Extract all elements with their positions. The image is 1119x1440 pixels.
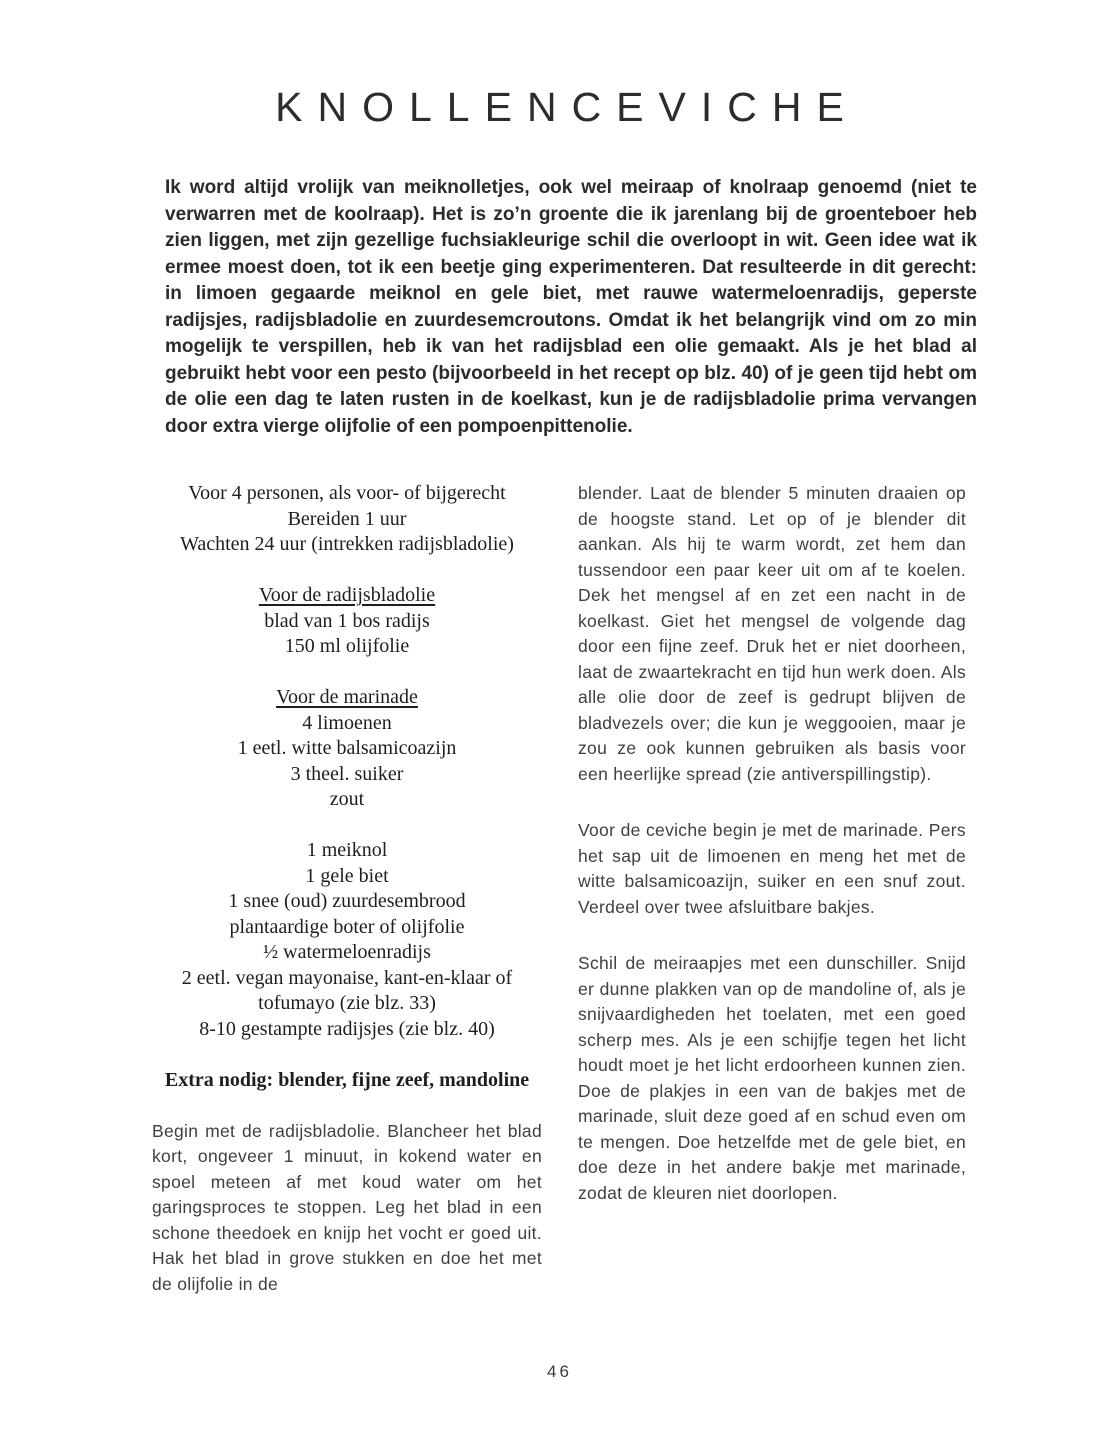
instruction-paragraph-1-continued: blender. Laat de blender 5 minuten draaien op de hoogste stand. Let op of je blender dit aankan. Als hij te warm wordt, zet hem dan tussendoor een paar keer uit om af te koelen. Dek het mengsel af en zet een nacht in de koelkast. Giet het mengsel de volgende dag door een fijne zeef. Druk het er niet doorheen, laat de zwaartekracht en tijd hun werk doen. Als alle olie door de zeef is gedrupt blijven de bladvezels over; die kun je weggooien, maar je zou ze ook kunnen gebruiken als basis voor een heerlijke spread (zie antiverspillingstip). (578, 483, 966, 784)
ingredient-item: blad van 1 bos radijs (264, 609, 430, 632)
servings-line: Voor 4 personen, als voor- of bijgerecht (188, 482, 506, 504)
wait-time-line: Wachten 24 uur (intrekken radijsbladolie) (180, 533, 514, 555)
ingredient-item: plantaardige boter of olijfolie (229, 915, 465, 938)
page-title: KNOLLENCEVICHE (275, 84, 859, 130)
ingredient-item: 1 eetl. witte balsamicoazijn (237, 737, 457, 759)
ingredient-item: 3 theel. suiker (290, 762, 404, 785)
page-number: 46 (547, 1362, 572, 1381)
ingredient-item: 1 gele biet (305, 864, 389, 887)
left-column (152, 481, 542, 1297)
ingredient-group-heading: Voor de radijsbladolie (258, 584, 436, 606)
intro-paragraph: Ik word altijd vrolijk van meiknolletjes, ook wel meiraap of knolraap genoemd (niet te verwarren met de koolraap). Het is zo’n groente die ik jarenlang bij de groenteboer heb zien liggen, met zijn gezellige fuchsiakleurige schil die overloopt in wit. Geen idee wat ik ermee moest doen, tot ik een beetje ging experimenteren. Dat resulteerde in dit gerecht: in limoen gegaarde meiknol en gele biet, met rauwe watermeloenradijs, geperste radijsjes, radijsbladolie en zuurdesemcroutons. Omdat ik het belangrijk vind om zo min mogelijk te verspillen, heb ik van het radijsblad een olie gemaakt. Als je het blad al gebruikt hebt voor een pesto (bijvoorbeeld in het recept op blz. 40) of je geen tijd hebt om de olie een dag te laten rusten in de koelkast, kun je de radijsbladolie prima vervangen door extra vierge olijfolie of een pompoenpittenolie. (165, 177, 977, 437)
ingredient-group-marinade (152, 685, 542, 813)
ingredient-group-radijsbladolie (152, 583, 542, 660)
extra-needed-line: Extra nodig: blender, fijne zeef, mandoline (164, 1068, 530, 1091)
ingredient-item: 8-10 gestampte radijsjes (zie blz. 40) (199, 1017, 495, 1040)
ingredient-group-main (152, 838, 542, 1042)
instruction-paragraph-3: Schil de meiraapjes met een dunschiller. Snijd er dunne plakken van op de mandoline of, als je snijvaardigheden het toelaten, met een goed scherp mes. Als je een schijfje tegen het licht houdt moet je het licht erdoorheen kunnen zien. Doe de plakjes in een van de bakjes met de marinade, sluit deze goed af en schud even om te mengen. Doe hetzelfde met de gele biet, en doe deze in het andere bakje met marinade, zodat de kleuren niet doorlopen. (578, 953, 966, 1203)
ingredient-item: 1 meiknol (306, 839, 388, 861)
right-column (578, 481, 966, 1237)
recipe-meta (152, 481, 542, 558)
ingredient-item: ½ watermeloenradijs (263, 941, 431, 963)
ingredient-item: 150 ml olijfolie (284, 635, 410, 657)
ingredient-item: zout (329, 788, 365, 810)
prep-time-line: Bereiden 1 uur (287, 507, 407, 530)
ingredient-item: 4 limoenen (302, 711, 392, 734)
ingredient-item: 1 snee (oud) zuurdesembrood (228, 890, 466, 912)
ingredient-group-heading: Voor de marinade (276, 686, 418, 708)
instruction-paragraph-1: Begin met de radijsbladolie. Blancheer het blad kort, ongeveer 1 minuut, in kokend water en spoel meteen af met koud water om het garingsproces te stoppen. Leg het blad in een schone theedoek en knijp het vocht er goed uit. Hak het blad in grove stukken en doe het met de olijfolie in de (152, 1120, 542, 1294)
ingredient-item: 2 eetl. vegan mayonaise, kant-en-klaar of tofumayo (zie blz. 33) (181, 966, 513, 1014)
instruction-paragraph-2: Voor de ceviche begin je met de marinade. Pers het sap uit de limoenen en meng het met de witte balsamicoazijn, suiker en een snuf zout. Verdeel over twee afsluitbare bakjes. (578, 820, 966, 917)
